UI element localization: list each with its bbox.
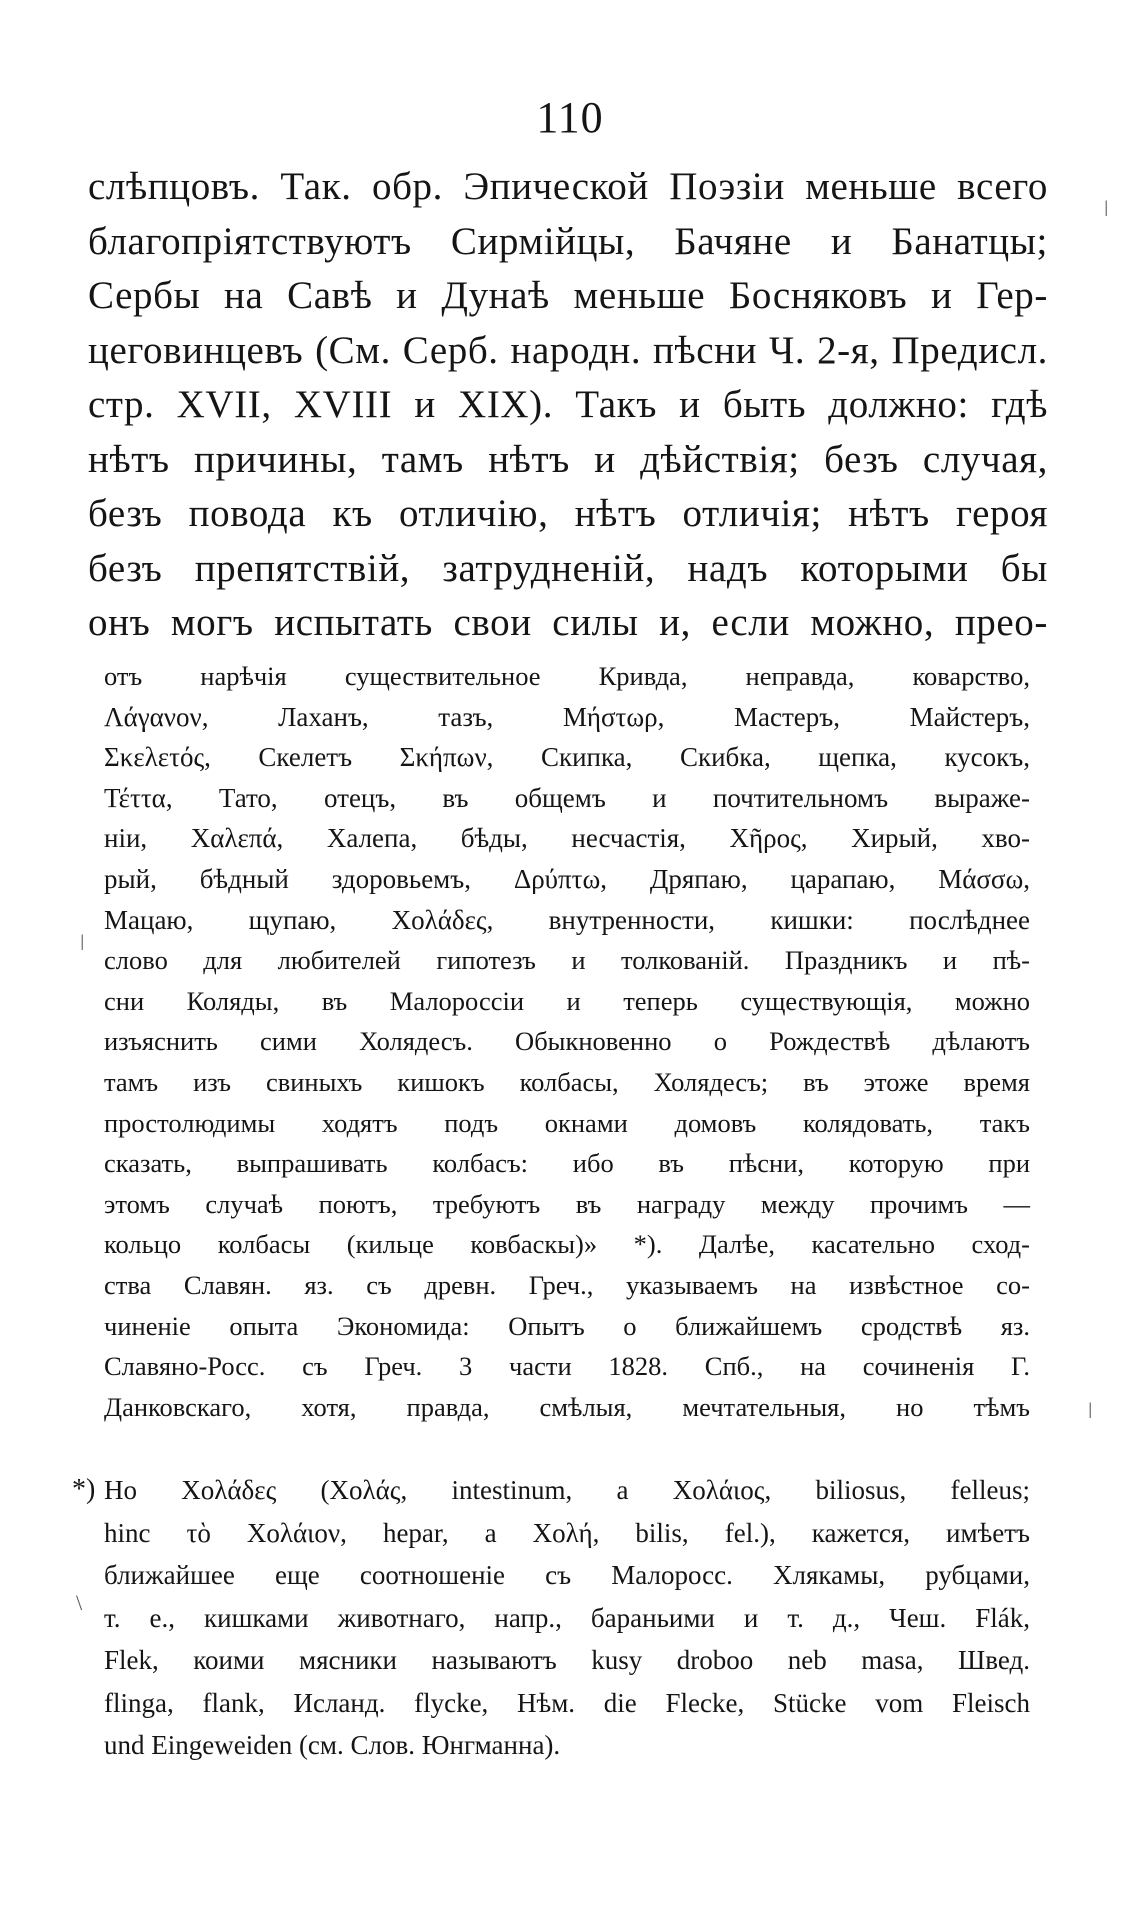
footnote-line: изъяснить сими Холядесъ. Обыкновенно о Рождествѣ дѣлаютъ [104, 1026, 1030, 1057]
footnote-line: Λάγανον, Лаханъ, тазъ, Μήστωρ, Мастеръ, Майстеръ, [104, 701, 1030, 732]
subnote-marker: *) [72, 1474, 96, 1505]
print-speck: \ [76, 1590, 83, 1615]
footnote-line: Славяно-Росс. съ Греч. 3 части 1828. Спб., на сочиненія Г. [104, 1351, 1030, 1382]
main-line: благопріятствуютъ Сирмійцы, Бачяне и Банатцы; [88, 219, 1048, 263]
footnote-line: простолюдимы ходятъ подъ окнами домовъ колядовать, такъ [104, 1107, 1030, 1138]
subnote-line: т. е., кишками животнаго, напр., бараньими и т. д., Чеш. Flák, [104, 1602, 1030, 1633]
footnote-line: рый, бѣдный здоровьемъ, Δρύπτω, Дряпаю, царапаю, Μάσσω, [104, 863, 1030, 894]
subnote-line: Flek, коими мясники называютъ kusy droboo neb masa, Швед. [104, 1645, 1030, 1675]
main-line: онъ могъ испытать свои силы и, если можно, прео- [88, 601, 1048, 644]
main-line: безъ препятствій, затрудненій, надъ которыми бы [88, 546, 1048, 590]
subnote-line: Но Χολάδες (Χολάς, intestinum, a Χολάιος, biliosus, felleus; [104, 1475, 1030, 1505]
footnote-line: Τέττα, Тато, отецъ, въ общемъ и почтительномъ выраже- [104, 782, 1030, 813]
footnote-line: отъ нарѣчія существительное Кривда, неправда, коварство, [104, 661, 1030, 691]
subnote-line: ближайшее еще соотношеніе съ Малоросс. Хлякамы, рубцами, [104, 1560, 1030, 1590]
page-number: 110 [536, 93, 604, 142]
footnote-line: ства Славян. яз. съ древн. Греч., указываемъ на извѣстное со- [104, 1269, 1030, 1300]
footnote-line: Мацаю, щупаю, Χολάδες, внутренности, кишки: послѣднее [104, 904, 1030, 935]
footnote-line: чиненіе опыта Экономида: Опытъ о ближайшемъ сродствѣ яз. [104, 1310, 1030, 1341]
print-speck: ǀ [80, 930, 85, 955]
main-line: безъ повода къ отличію, нѣтъ отличія; нѣтъ героя [88, 492, 1048, 535]
footnote-line: этомъ случаѣ поютъ, требуютъ въ награду между прочимъ — [104, 1188, 1030, 1219]
footnote-line: сни Коляды, въ Малороссіи и теперь существующія, можно [104, 985, 1030, 1016]
print-speck: ǀ [1104, 196, 1109, 221]
footnote-line: кольцо колбасы (кильце ковбаскы)» *). Далѣе, касательно сход- [104, 1229, 1030, 1260]
print-speck: ǀ [1088, 1398, 1093, 1423]
main-line: нѣтъ причины, тамъ нѣтъ и дѣйствія; безъ случая, [88, 437, 1048, 481]
footnote-line: Σκελετός, Скелетъ Σκήπων, Скипка, Скибка, щепка, кусокъ, [104, 742, 1030, 773]
subnote [104, 1469, 1030, 1767]
main-line: Сербы на Савѣ и Дунаѣ меньше Босняковъ и Гер- [88, 274, 1048, 317]
footnote-line: сказать, выпрашивать колбасъ: ибо въ пѣсни, которую при [104, 1148, 1030, 1179]
footnote-line: слово для любителей гипотезъ и толкованій. Праздникъ и пѣ- [104, 945, 1030, 976]
subnote-line: hinc τὸ Χολάιον, hepar, a Χολή, bilis, fel.), кажется, имѣетъ [104, 1517, 1030, 1548]
subnote-line: und Eingeweiden (см. Слов. Юнгманна). [104, 1730, 561, 1760]
subnote-line: flinga, flank, Исланд. flycke, Нѣм. die Flecke, Stücke vom Fleisch [104, 1687, 1030, 1718]
footnote-line: тамъ изъ свиныхъ кишокъ колбасы, Холядесъ; въ этоже время [104, 1066, 1030, 1097]
main-line: стр. XVII, XVIII и XIX). Такъ и быть должно: гдѣ [88, 383, 1048, 426]
footnote-continuation [104, 656, 1030, 1427]
main-line: цеговинцевъ (См. Серб. народн. пѣсни Ч. 2-я, Предисл. [88, 328, 1048, 372]
footnote-line: ніи, Χαλεπά, Халепа, бѣды, несчастія, Χῆρος, Хирый, хво- [104, 823, 1030, 854]
main-text [88, 160, 1048, 651]
footnote-line: Данковскаго, хотя, правда, смѣлыя, мечтательныя, но тѣмъ [104, 1391, 1030, 1422]
main-line: слѣпцовъ. Так. обр. Эпической Поэзіи меньше всего [88, 165, 1048, 208]
